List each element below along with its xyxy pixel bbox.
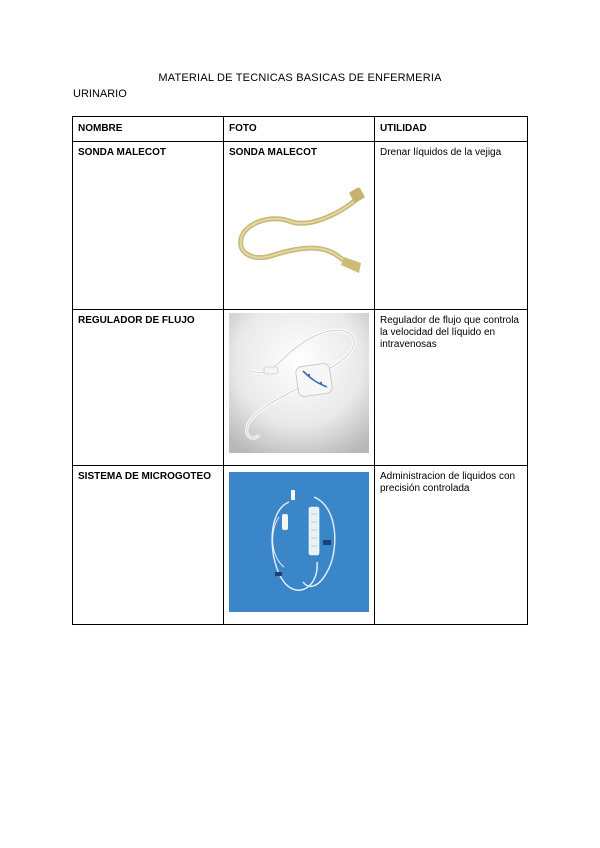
header-utilidad: UTILIDAD [375, 117, 528, 142]
item-name: REGULADOR DE FLUJO [78, 315, 195, 326]
table-row [73, 142, 528, 310]
photo-caption: SONDA MALECOT [229, 147, 317, 158]
cell-nombre [73, 310, 224, 466]
flow-regulator-photo [229, 313, 369, 453]
table-row [73, 310, 528, 466]
microdrip-set-photo [229, 472, 369, 612]
cell-nombre [73, 142, 224, 310]
table-header-row [73, 117, 528, 142]
cell-foto [224, 310, 375, 466]
cell-utilidad: Administracion de liquidos con precisión controlada [375, 466, 528, 625]
cell-foto [224, 142, 375, 310]
materials-table [72, 116, 528, 625]
section-label: URINARIO [73, 88, 127, 100]
cell-foto [224, 466, 375, 625]
item-name: SISTEMA DE MICROGOTEO [78, 471, 211, 482]
table-row [73, 466, 528, 625]
document-title: MATERIAL DE TECNICAS BASICAS DE ENFERMERIA [158, 72, 442, 84]
malecot-catheter-photo [229, 159, 369, 289]
header-nombre: NOMBRE [73, 117, 224, 142]
cell-nombre [73, 466, 224, 625]
cell-utilidad: Drenar líquidos de la vejiga [375, 142, 528, 310]
header-foto: FOTO [224, 117, 375, 142]
cell-utilidad: Regulador de flujo que controla la velocidad del líquido en intravenosas [375, 310, 528, 466]
item-name: SONDA MALECOT [78, 147, 166, 158]
